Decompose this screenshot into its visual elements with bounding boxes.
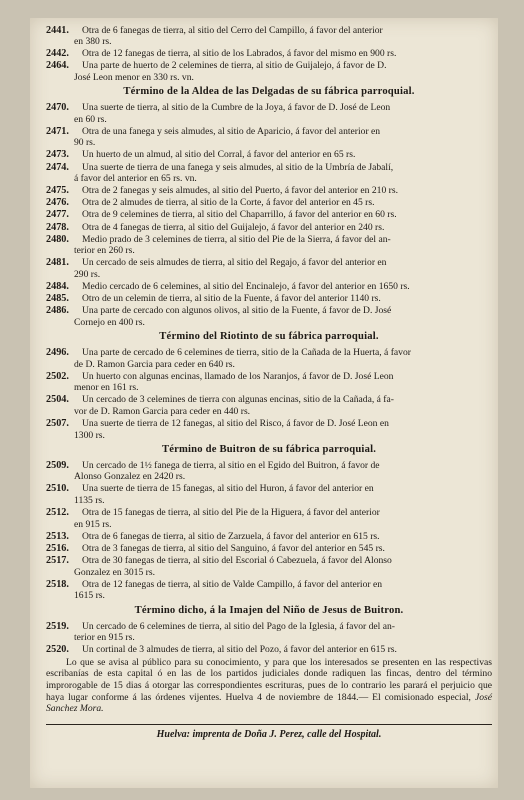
entry-continuation: menor en 161 rs. bbox=[74, 382, 139, 394]
entry-number: 2464. bbox=[46, 60, 69, 72]
entry-number: 2507. bbox=[46, 418, 69, 429]
entry-continuation: de D. Ramon Garcia para ceder en 640 rs. bbox=[74, 358, 235, 370]
entry-continuation: en 60 rs. bbox=[74, 113, 107, 125]
list-item bbox=[46, 394, 492, 417]
entry-number: 2516. bbox=[46, 542, 69, 554]
list-item bbox=[46, 126, 492, 149]
sections-container bbox=[46, 25, 492, 656]
entry-number: 2510. bbox=[46, 483, 69, 495]
list-item bbox=[46, 234, 492, 257]
entry-number: 2517. bbox=[46, 555, 69, 567]
entry-text: Una parte de cercado de 6 celemines de tierra, sitio de la Cañada de la Huerta, á favor bbox=[82, 346, 411, 358]
entry-number: 2520. bbox=[46, 644, 69, 656]
entry-text: Otra de 12 fanegas de tierra, al sitio de los Labrados, á favor del mismo en 900 rs. bbox=[82, 48, 397, 60]
entry-text: Un huerto de un almud, al sitio del Corral, á favor del anterior en 65 rs. bbox=[82, 149, 356, 161]
entry-continuation: 1135 rs. bbox=[74, 495, 105, 507]
entry-text: Otra de 3 fanegas de tierra, al sitio del Sanguino, á favor del anterior en 545 rs. bbox=[82, 542, 385, 554]
signature-line: Huelva 4 de noviembre de 1844.— El comisionado especial, bbox=[225, 691, 471, 703]
list-item bbox=[46, 531, 492, 543]
entry-text: Otra de 6 fanegas de tierra, al sitio de Zarzuela, á favor del anterior en 615 rs. bbox=[82, 530, 380, 542]
entry-continuation: vor de D. Ramon Garcia para ceder en 440 rs. bbox=[74, 405, 251, 417]
entry-continuation: 90 rs. bbox=[74, 137, 96, 149]
entry-number: 2442. bbox=[46, 48, 69, 60]
entry-number: 2473. bbox=[46, 149, 69, 161]
entry-text: Medio prado de 3 celemines de tierra, al sitio del Pie de la Sierra, á favor del an- bbox=[82, 233, 391, 245]
entry-number: 2471. bbox=[46, 125, 69, 137]
entry-number: 2481. bbox=[46, 257, 69, 269]
entry-text: Otra de una fanega y seis almudes, al sitio de Aparicio, á favor del anterior en bbox=[82, 125, 381, 137]
list-item bbox=[46, 347, 492, 370]
closing-text: Lo que se avisa al público para su conocimiento, y para que los interesados se presenten en las respectivas escribanías de esta capital ó en las de los partidos judiciales donde radiquen las fincas, dentro del término improrogable de 15 dias á otorgar las correspondientes escrituras, pues de lo contrario les parará el perjuicio que haya lugar conforme á las órdenes vijentes. bbox=[46, 656, 492, 703]
entry-text: Un cercado de 6 celemines de tierra, al sitio del Pago de la Iglesia, á favor del an- bbox=[82, 620, 395, 632]
list-item bbox=[46, 555, 492, 578]
list-item bbox=[46, 25, 492, 48]
list-item bbox=[46, 579, 492, 602]
entry-text: Otra de 2 almudes de tierra, al sitio de la Corte, á favor del anterior en 45 rs. bbox=[82, 197, 375, 209]
list-item bbox=[46, 162, 492, 185]
entry-text: Un cercado de 3 celemines de tierra con algunas encinas, sitio de la Cañada, á fa- bbox=[82, 394, 394, 406]
entry-text: Otra de 9 celemines de tierra, al sitio del Chaparrillo, á favor del anterior en 60 rs. bbox=[82, 209, 397, 221]
entry-number: 2496. bbox=[46, 346, 69, 358]
closing-notice bbox=[46, 657, 492, 715]
entry-text: Una suerte de tierra de 15 fanegas, al sitio del Huron, á favor del anterior en bbox=[82, 483, 374, 495]
list-item bbox=[46, 621, 492, 644]
entry-number: 2509. bbox=[46, 459, 69, 471]
list-item bbox=[46, 281, 492, 293]
entry-text: Un cercado de seis almudes de tierra, al sitio del Regajo, á favor del anterior en bbox=[82, 257, 387, 269]
list-item bbox=[46, 149, 492, 161]
entry-text: Otra de 30 fanegas de tierra, al sitio del Escorial ó Cabezuela, á favor del Alonso bbox=[82, 555, 392, 567]
entry-number: 2476. bbox=[46, 197, 69, 209]
list-item bbox=[46, 48, 492, 60]
entry-number: 2474. bbox=[46, 161, 69, 173]
entry-continuation: en 915 rs. bbox=[74, 518, 112, 530]
entry-continuation: en 380 rs. bbox=[74, 36, 112, 48]
entry-number: 2486. bbox=[46, 305, 69, 317]
entry-text: Una suerte de tierra, al sitio de la Cumbre de la Joya, á favor de D. José de Leon bbox=[82, 102, 391, 114]
entry-text: Otra de 15 fanegas de tierra, al sitio del Pie de la Higuera, á favor del anterior bbox=[82, 507, 380, 519]
list-item bbox=[46, 102, 492, 125]
entry-continuation: 1300 rs. bbox=[74, 429, 105, 441]
entry-number: 2513. bbox=[46, 530, 69, 542]
list-item bbox=[46, 371, 492, 394]
entry-number: 2484. bbox=[46, 280, 69, 292]
entry-continuation: José Leon menor en 330 rs. vn. bbox=[74, 71, 194, 83]
entry-number: 2504. bbox=[46, 394, 69, 406]
page-content bbox=[46, 24, 492, 741]
entry-text: Un cercado de 1½ fanega de tierra, al sitio en el Egido del Buitron, á favor de bbox=[82, 459, 380, 471]
entry-number: 2477. bbox=[46, 209, 69, 221]
list-item bbox=[46, 197, 492, 209]
entry-text: Una suerte de tierra de 12 fanegas, al sitio del Risco, á favor de D. José Leon en bbox=[82, 418, 389, 429]
entry-text: Medio cercado de 6 celemines, al sitio del Encinalejo, á favor del anterior en 1650 rs. bbox=[82, 280, 410, 292]
list-item bbox=[46, 293, 492, 305]
list-item bbox=[46, 60, 492, 83]
entry-number: 2470. bbox=[46, 102, 69, 114]
entry-text: Otro de un celemin de tierra, al sitio de la Fuente, á favor del anterior 1140 rs. bbox=[82, 293, 381, 305]
entry-continuation: Cornejo en 400 rs. bbox=[74, 316, 145, 328]
entry-number: 2478. bbox=[46, 221, 69, 233]
list-item bbox=[46, 305, 492, 328]
entry-number: 2441. bbox=[46, 24, 69, 36]
entry-text: Un cortinal de 3 almudes de tierra, al sitio del Pozo, á favor del anterior en 615 rs. bbox=[82, 644, 397, 656]
entry-continuation: terior en 260 rs. bbox=[74, 245, 135, 257]
entry-continuation: Alonso Gonzalez en 2420 rs. bbox=[74, 471, 186, 483]
list-item bbox=[46, 222, 492, 234]
entry-text: Otra de 2 fanegas y seis almudes, al sitio del Puerto, á favor del anterior en 210 rs. bbox=[82, 185, 398, 197]
list-item bbox=[46, 507, 492, 530]
entry-number: 2475. bbox=[46, 185, 69, 197]
entry-text: Una parte de cercado con algunos olivos, al sitio de la Fuente, á favor de D. José bbox=[82, 305, 392, 317]
entry-continuation: Gonzalez en 3015 rs. bbox=[74, 566, 155, 578]
printer-footer: Huelva: imprenta de Doña J. Perez, calle del Hospital. bbox=[46, 724, 492, 741]
entry-number: 2512. bbox=[46, 507, 69, 519]
section-heading: Término dicho, á la Imajen del Niño de Jesus de Buitron. bbox=[134, 604, 404, 616]
list-item bbox=[46, 483, 492, 506]
list-item bbox=[46, 257, 492, 280]
newspaper-page bbox=[30, 18, 498, 788]
section-heading: Término del Riotinto de su fábrica parroquial. bbox=[159, 331, 379, 343]
signature-name: José Sanchez Mora. bbox=[46, 691, 492, 715]
entry-text: Otra de 4 fanegas de tierra, al sitio del Guijalejo, á favor del anterior en 240 rs. bbox=[82, 221, 385, 233]
entry-text: Una suerte de tierra de una fanega y seis almudes, al sitio de la Umbría de Jabalí, bbox=[82, 161, 394, 173]
section-heading: Término de la Aldea de las Delgadas de su fábrica parroquial. bbox=[123, 86, 415, 98]
list-item bbox=[46, 185, 492, 197]
entry-number: 2502. bbox=[46, 370, 69, 382]
entry-number: 2519. bbox=[46, 620, 69, 632]
entry-continuation: terior en 915 rs. bbox=[74, 632, 135, 644]
entry-text: Un huerto con algunas encinas, llamado de los Naranjos, á favor de D. José Leon bbox=[82, 370, 394, 382]
list-item bbox=[46, 543, 492, 555]
entry-number: 2485. bbox=[46, 293, 69, 305]
entry-number: 2518. bbox=[46, 578, 69, 590]
entry-continuation: 1615 rs. bbox=[74, 590, 105, 602]
list-item bbox=[46, 644, 492, 656]
entry-text: Otra de 12 fanegas de tierra, al sitio de Valde Campillo, á favor del anterior en bbox=[82, 578, 383, 590]
list-item bbox=[46, 460, 492, 483]
entry-text: Una parte de huerto de 2 celemines de tierra, al sitio de Guijalejo, á favor de D. bbox=[82, 60, 387, 72]
entry-text: Otra de 6 fanegas de tierra, al sitio del Cerro del Campillo, á favor del anterior bbox=[82, 24, 383, 36]
list-item bbox=[46, 209, 492, 221]
entry-number: 2480. bbox=[46, 233, 69, 245]
entry-continuation: á favor del anterior en 65 rs. vn. bbox=[74, 173, 197, 185]
entry-continuation: 290 rs. bbox=[74, 268, 101, 280]
section-heading: Término de Buitron de su fábrica parroquial. bbox=[161, 444, 377, 456]
list-item bbox=[46, 418, 492, 441]
